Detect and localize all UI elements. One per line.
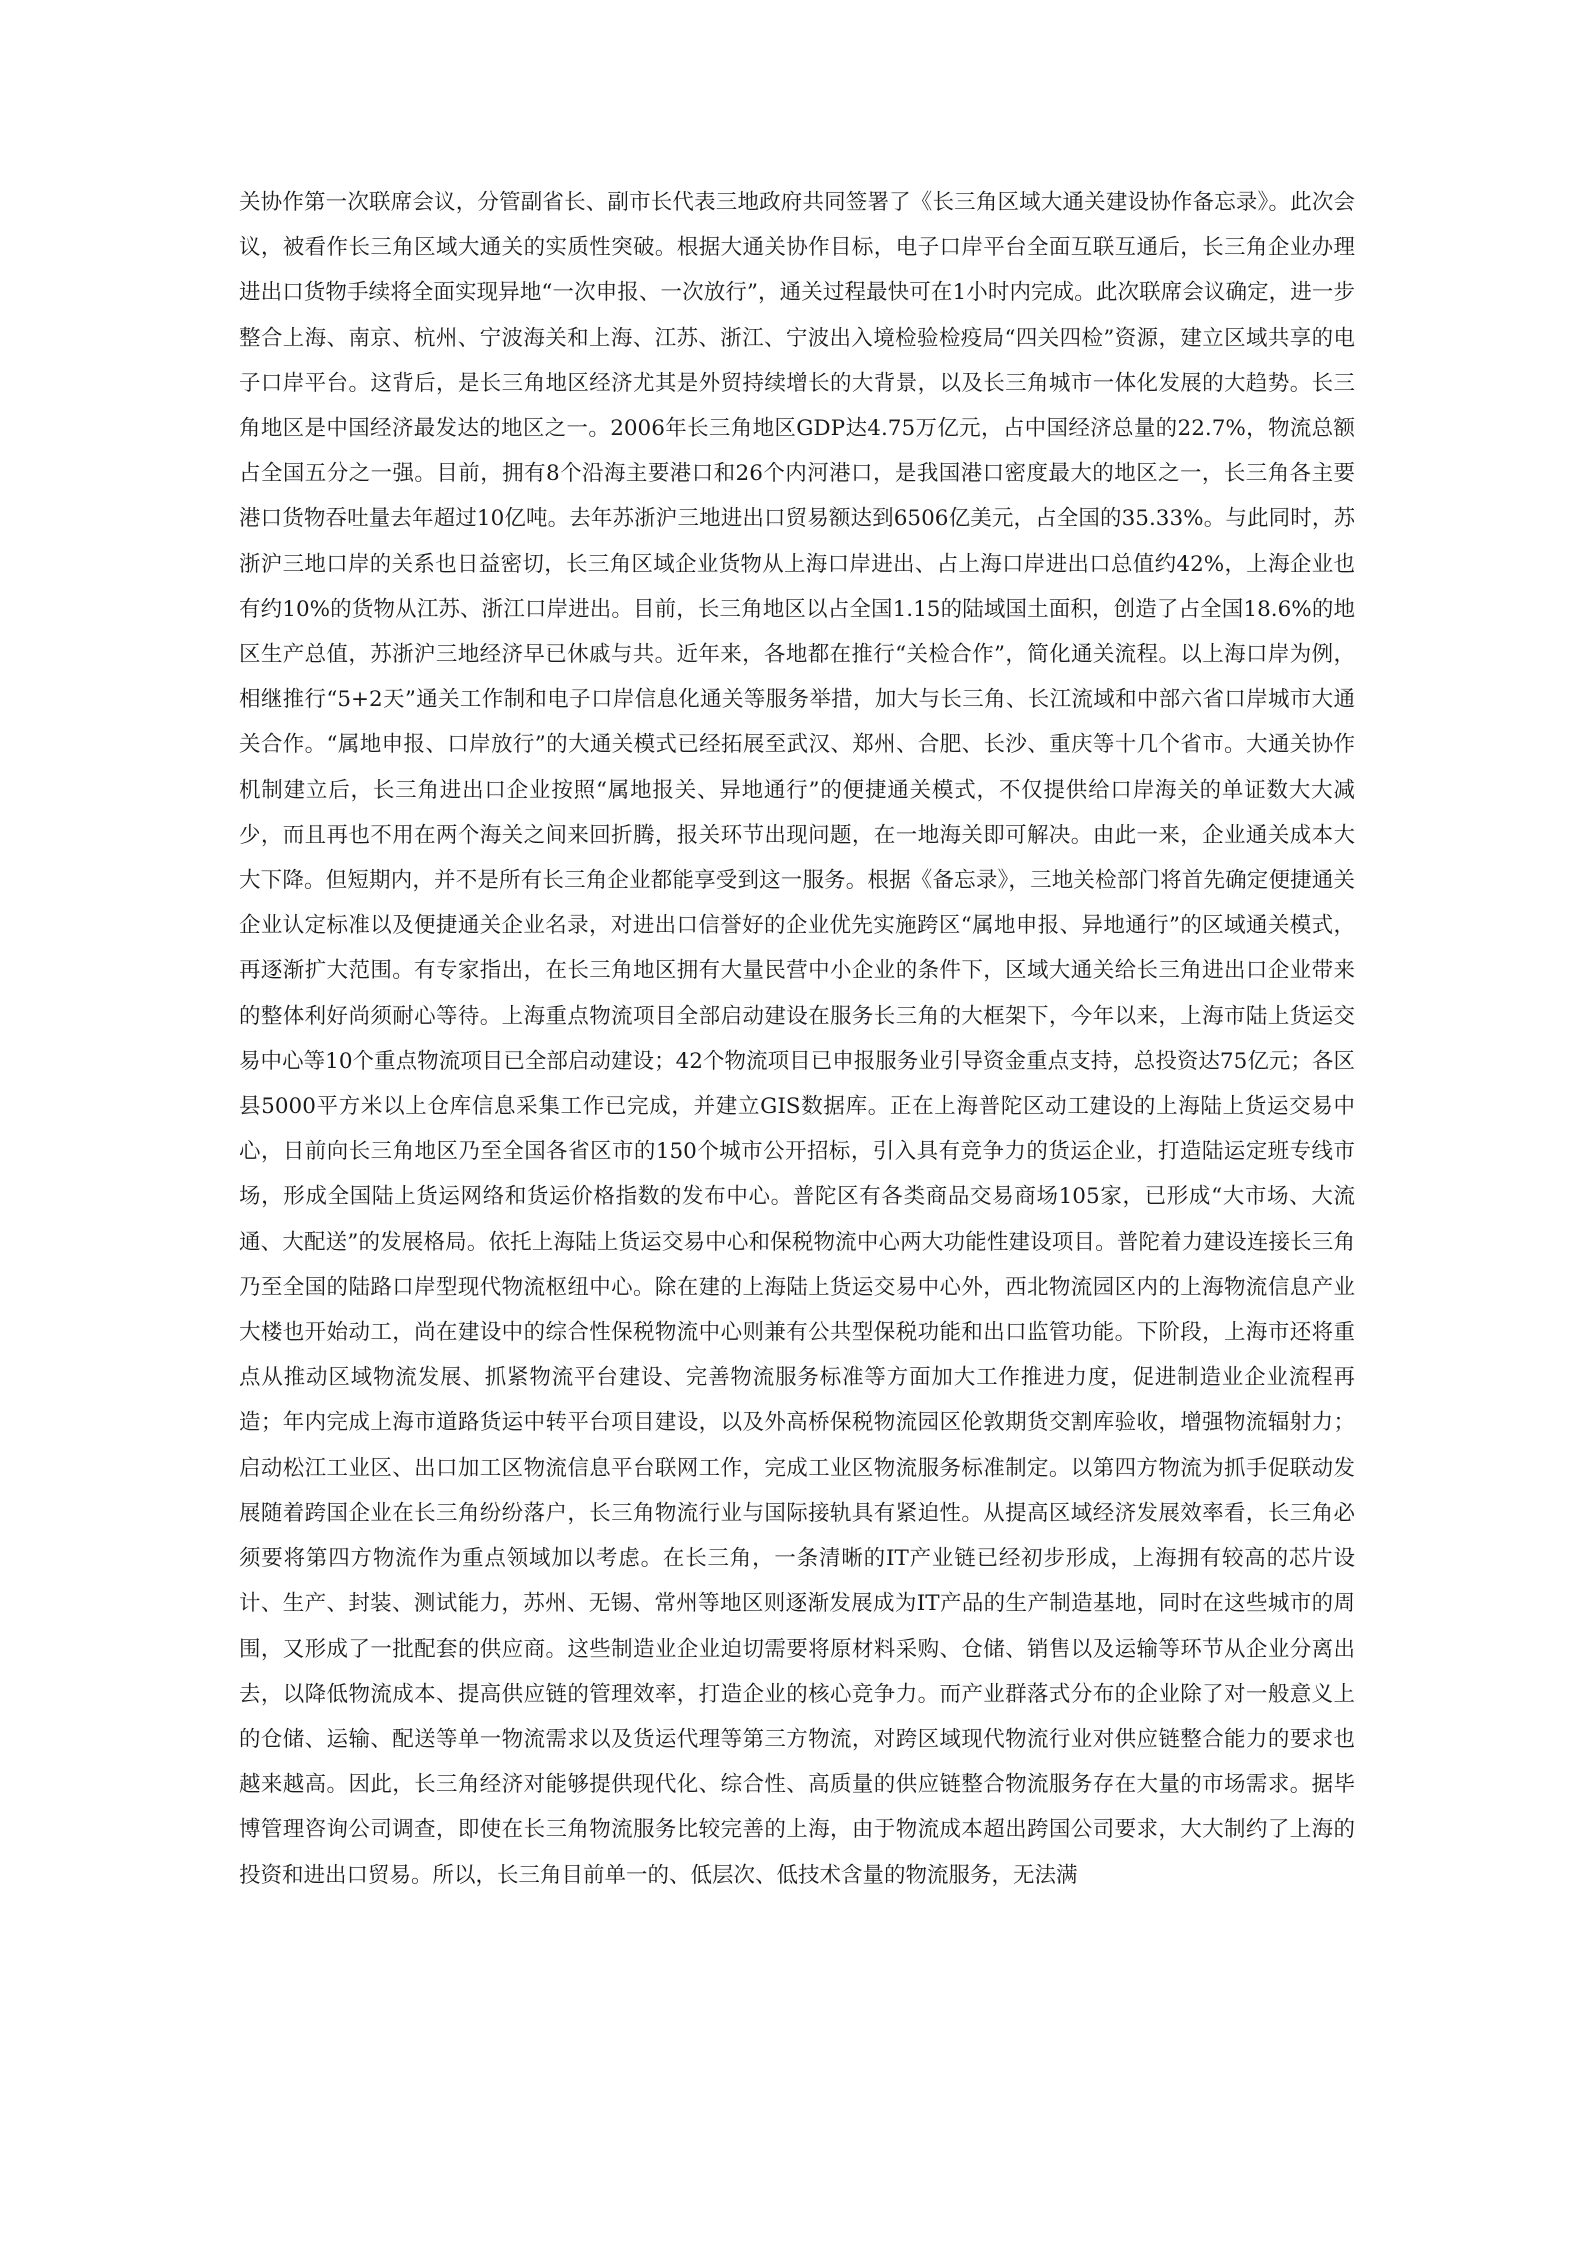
body-paragraph: 关协作第一次联席会议，分管副省长、副市长代表三地政府共同签署了《长三角区域大通关建设协作备忘录》。此次会议，被看作长三角区域大通关的实质性突破。根据大通关协作目标，电子口岸平台全面互联互通后，长三角企业办理进出口货物手续将全面实现异地“一次申报、一次放行”，通关过程最快可在1小时内完成。此次联席会议确定，进一步整合上海、南京、杭州、宁波海关和上海、江苏、浙江、宁波出入境检验检疫局“四关四检”资源，建立区域共享的电子口岸平台。这背后，是长三角地区经济尤其是外贸持续增长的大背景，以及长三角城市一体化发展的大趋势。长三角地区是中国经济最发达的地区之一。2006年长三角地区GDP达4.75万亿元，占中国经济总量的22.7%，物流总额占全国五分之一强。目前，拥有8个沿海主要港口和26个内河港口，是我国港口密度最大的地区之一，长三角各主要港口货物吞吐量去年超过10亿吨。去年苏浙沪三地进出口贸易额达到6506亿美元，占全国的35.33%。与此同时，苏浙沪三地口岸的关系也日益密切，长三角区域企业货物从上海口岸进出、占上海口岸进出口总值约42%，上海企业也有约10%的货物从江苏、浙江口岸进出。目前，长三角地区以占全国1.15的陆域国土面积，创造了占全国18.6%的地区生产总值，苏浙沪三地经济早已休戚与共。近年来，各地都在推行“关检合作”，简化通关流程。以上海口岸为例，相继推行“5+2天”通关工作制和电子口岸信息化通关等服务举措，加大与长三角、长江流域和中部六省口岸城市大通关合作。“属地申报、口岸放行”的大通关模式已经拓展至武汉、郑州、合肥、长沙、重庆等十几个省市。大通关协作机制建立后，长三角进出口企业按照“属地报关、异地通行”的便捷通关模式，不仅提供给口岸海关的单证数大大减少，而且再也不用在两个海关之间来回折腾，报关环节出现问题，在一地海关即可解决。由此一来，企业通关成本大大下降。但短期内，并不是所有长三角企业都能享受到这一服务。根据《备忘录》，三地关检部门将首先确定便捷通关企业认定标准以及便捷通关企业名录，对进出口信誉好的企业优先实施跨区“属地申报、异地通行”的区域通关模式，再逐渐扩大范围。有专家指出，在长三角地区拥有大量民营中小企业的条件下，区域大通关给长三角进出口企业带来的整体利好尚须耐心等待。上海重点物流项目全部启动建设在服务长三角的大框架下，今年以来，上海市陆上货运交易中心等10个重点物流项目已全部启动建设；42个物流项目已申报服务业引导资金重点支持，总投资达75亿元；各区县5000平方米以上仓库信息采集工作已完成，并建立GIS数据库。正在上海普陀区动工建设的上海陆上货运交易中心，日前向长三角地区乃至全国各省区市的150个城市公开招标，引入具有竞争力的货运企业，打造陆运定班专线市场，形成全国陆上货运网络和货运价格指数的发布中心。普陀区有各类商品交易商场105家，已形成“大市场、大流通、大配送”的发展格局。依托上海陆上货运交易中心和保税物流中心两大功能性建设项目。普陀着力建设连接长三角乃至全国的陆路口岸型现代物流枢纽中心。除在建的上海陆上货运交易中心外，西北物流园区内的上海物流信息产业大楼也开始动工，尚在建设中的综合性保税物流中心则兼有公共型保税功能和出口监管功能。下阶段，上海市还将重点从推动区域物流发展、抓紧物流平台建设、完善物流服务标准等方面加大工作推进力度，促进制造业企业流程再造；年内完成上海市道路货运中转平台项目建设，以及外高桥保税物流园区伦敦期货交割库验收，增强物流辐射力；启动松江工业区、出口加工区物流信息平台联网工作，完成工业区物流服务标准制定。以第四方物流为抓手促联动发展随着跨国企业在长三角纷纷落户，长三角物流行业与国际接轨具有紧迫性。从提高区域经济发展效率看，长三角必须要将第四方物流作为重点领域加以考虑。在长三角，一条清晰的IT产业链已经初步形成，上海拥有较高的芯片设计、生产、封装、测试能力，苏州、无锡、常州等地区则逐渐发展成为IT产品的生产制造基地，同时在这些城市的周围，又形成了一批配套的供应商。这些制造业企业迫切需要将原材料采购、仓储、销售以及运输等环节从企业分离出去，以降低物流成本、提高供应链的管理效率，打造企业的核心竞争力。而产业群落式分布的企业除了对一般意义上的仓储、运输、配送等单一物流需求以及货运代理等第三方物流，对跨区域现代物流行业对供应链整合能力的要求也越来越高。因此，长三角经济对能够提供现代化、综合性、高质量的供应链整合物流服务存在大量的市场需求。据毕博管理咨询公司调查，即使在长三角物流服务比较完善的上海，由于物流成本超出跨国公司要求，大大制约了上海的投资和进出口贸易。所以，长三角目前单一的、低层次、低技术含量的物流服务，无法满 — [239, 190, 1355, 1888]
